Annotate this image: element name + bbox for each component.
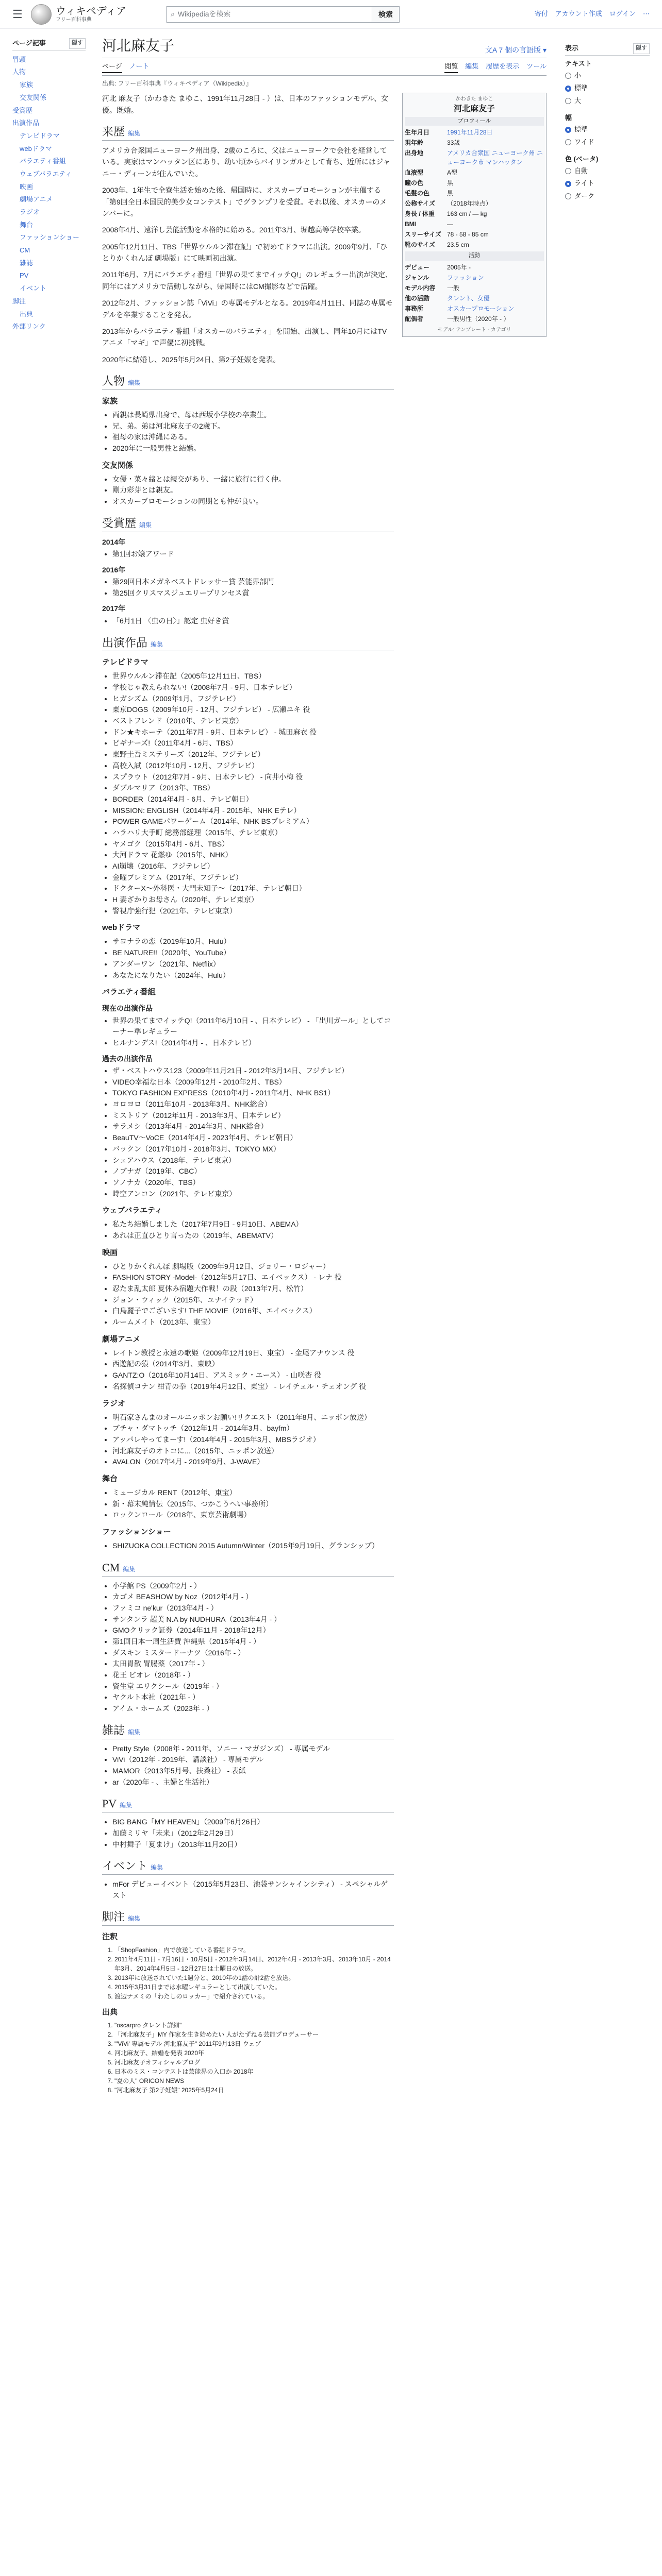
list-item: • 大河ドラマ 花燃ゆ（2015年、NHK） (112, 850, 394, 861)
subsection-heading: 家族 (102, 397, 118, 405)
list-item: • ブチャ・ダマトッチ（2012年1月 - 2014年3月、bayfm） (112, 1423, 394, 1434)
subsection-heading: ウェブバラエティ (102, 1206, 163, 1215)
list-item: • 資生堂 エリクシール（2019年 - ） (112, 1681, 394, 1692)
infobox-row: 靴のサイズ 23.5 cm (405, 241, 469, 249)
list-item: • 第1回お嬢アワード (112, 549, 394, 560)
list-item: • 兄、弟。弟は河北麻友子の2歳下。 (112, 421, 394, 432)
list-item: • 「6月1日 〈虫の日〉」認定 虫好き賞 (112, 616, 394, 627)
toc-subitem[interactable]: 家族 (20, 81, 34, 89)
list-item: • ビギナーズ!（2011年4月 - 6月、TBS） (112, 738, 394, 749)
toc-item[interactable]: 外部リンク (12, 323, 46, 331)
main-content (90, 29, 559, 2095)
list-item: • ハラハリ大手町 総務部経理（2015年、テレビ東京） (112, 827, 394, 839)
list-item: • 祖母の家は沖縄にある。 (112, 432, 394, 443)
paragraph: 2005年12月11日、TBS「世界ウルルン滞在記」で初めてドラマに出演。2009年9月、「ひとりかくれんぼ 劇場版」にて映画初出演。 (102, 242, 388, 263)
infobox-row: 血液型 A型 (405, 169, 458, 177)
text-size-option[interactable]: 大 (565, 95, 650, 108)
infobox-name: 河北麻友子 (453, 105, 495, 114)
reference-item[interactable]: 2. 「河北麻友子」MY 作家を生き始めたい 人がたずねる芸能プロデューサー (114, 2030, 394, 2039)
tab-tools[interactable]: ツール (526, 62, 547, 71)
edit-link[interactable]: 編集 (120, 1802, 133, 1809)
tab-page[interactable]: ページ (102, 61, 122, 73)
list-item: • 時空アンコン（2021年、テレビ東京） (112, 1189, 394, 1200)
list-item: • BORDER（2014年4月 - 6月、テレビ朝日） (112, 794, 394, 805)
list-item: • GANTZ:O（2016年10月14日、アスミック・エース） - 山咲杏 役 (112, 1370, 394, 1381)
width-heading: 幅 (565, 113, 572, 122)
family-list (102, 410, 394, 454)
tab-history[interactable]: 履歴を表示 (486, 62, 520, 71)
subsection-heading: 舞台 (102, 1474, 118, 1483)
radio-selected-icon (565, 181, 571, 187)
list-item: • シェアハウス（2018年、テレビ東京） (112, 1155, 394, 1166)
edit-link[interactable]: 編集 (139, 521, 152, 529)
list-item: • サラメシ（2013年4月 - 2014年3月、NHK総合） (112, 1121, 394, 1132)
list-item: • 太田胃散 胃腸薬（2017年 - ） (112, 1658, 394, 1670)
web-drama-list (102, 936, 394, 981)
toc-subitem[interactable]: 映画 (20, 182, 34, 191)
personal-tools (535, 9, 650, 20)
radio-icon (565, 193, 571, 199)
section-heading: 人物 編集 (102, 374, 394, 390)
search-placeholder: Wikipediaを検索 (177, 10, 231, 19)
paragraph: 2013年からバラエティ番組「オスカーのバラエティ」を開始、出演し、同年10月にはTVアニメ「マギ」で声優に初挑戦。 (102, 327, 387, 347)
reference-item[interactable]: 8. "河北麻友子 第2子妊娠" 2025年5月24日 (114, 2086, 394, 2095)
list-item: • ヨロヨロ（2011年10月 - 2013年3月、NHK総合） (112, 1099, 394, 1110)
list-item: • 花王 ビオレ（2018年 - ） (112, 1670, 394, 1681)
reference-item[interactable]: 4. 河北麻友子、結婚を発表 2020年 (114, 2048, 394, 2058)
paragraph: 2012年2月、ファッション誌「ViVi」の専属モデルとなる。2019年4月11日、同誌の専属モデルを卒業することを発表。 (102, 299, 393, 319)
subsection-heading: 映画 (102, 1248, 118, 1257)
edit-link[interactable]: 編集 (128, 130, 141, 138)
list-item: • 高校入試（2012年10月 - 12月、フジテレビ） (112, 760, 394, 772)
color-option[interactable]: ダーク (565, 190, 650, 203)
toc-hide-button[interactable]: 隠す (69, 38, 86, 49)
list-item: • スプラウト（2012年7月 - 9月、日本テレビ） - 向井小梅 役 (112, 772, 394, 783)
list-item: • VIDEO幸福な日本（2009年12月 - 2010年2月、TBS） (112, 1077, 394, 1088)
list-item: • MISSION: ENGLISH（2014年4月 - 2015年、NHK Eテレ） (112, 805, 394, 817)
hamburger-menu-icon[interactable]: ☰ (12, 7, 23, 21)
list-item: • あなたになりたい（2024年、Hulu） (112, 970, 394, 981)
note-item: 5. 渡辺ナメミの「わたしのロッカー」で紹介されている。 (114, 1992, 394, 2001)
list-item: • 2020年に一般男性と結婚。 (112, 443, 394, 454)
search-icon: ⌕ (171, 10, 175, 19)
color-option[interactable]: ライト (565, 177, 650, 190)
appearance-panel (559, 29, 650, 2095)
radio-selected-icon (565, 127, 571, 133)
paragraph: 2011年6月、7月にバラエティ番組「世界の果てまでイッテQ!」のレギュラー出演が決定、同年にはアメリカで活動しながら、帰国時にはCM撮影などで活躍。 (102, 270, 393, 291)
list-item: • 名探偵コナン 紺青の拳（2019年4月12日、東宝） - レイチェル・チェオング 役 (112, 1381, 394, 1393)
list-item: • ヒガシズム（2009年1月、フジテレビ） (112, 693, 394, 705)
subsection-heading: テレビドラマ (102, 658, 148, 667)
tab-read[interactable]: 閲覧 (444, 61, 458, 73)
width-option[interactable]: 標準 (565, 123, 650, 136)
subsection-heading: webドラマ (102, 923, 141, 933)
list-item: • アイム・ホームズ（2023年 - ） (112, 1703, 394, 1715)
page-tabs (102, 58, 547, 76)
page-body (0, 29, 662, 2095)
reference-item[interactable]: 7. "夏の人" ORICON NEWS (114, 2076, 394, 2086)
subsection-heading: ファッションショー (102, 1528, 171, 1537)
list-item: • ノブナガ（2019年、CBC） (112, 1166, 394, 1177)
list-item: • AI崩壊（2016年、フジテレビ） (112, 861, 394, 872)
section-heading: PV 編集 (102, 1796, 394, 1812)
edit-link[interactable]: 編集 (151, 640, 163, 648)
section-heading: 出演作品 編集 (102, 635, 394, 652)
subsection-heading: バラエティ番組 (102, 988, 156, 997)
list-item: • ダスキン ミスタードーナツ（2016年 - ） (112, 1648, 394, 1659)
toc-subitem[interactable]: テレビドラマ (20, 131, 60, 140)
list-item: • ファミコ ne'kur（2013年4月 - ） (112, 1603, 394, 1614)
search-form (166, 6, 400, 23)
section-heading: イベント 編集 (102, 1858, 394, 1875)
paragraph: 2003年、1年生で全寮生活を始めた後、帰国時に、オスカープロモーションが主催する「第9回全日本国民的美少女コンテスト」でグランプリを受賞。それ以後、オスカーのメンバーに。 (102, 186, 387, 217)
list-item: • ソノナカ（2020年、TBS） (112, 1177, 394, 1189)
infobox-row: 瞳の色 黒 (405, 179, 454, 187)
toc-item[interactable]: 受賞歴 (12, 106, 33, 114)
list-item: • 第25回クリスマスジュエリープリンセス賞 (112, 588, 394, 599)
notes-list (102, 1945, 394, 2001)
infobox-row: 他の活動 タレント、女優 (405, 294, 490, 302)
more-options-icon[interactable]: ⋯ (643, 10, 650, 18)
text-size-option[interactable]: 小 (565, 70, 650, 82)
list-item: • 剛力彩芽とは親友。 (112, 485, 394, 496)
list-item: • ルームメイト（2013年、東宝） (112, 1317, 394, 1328)
site-header (0, 0, 662, 29)
list-item: • 忍たま乱太郎 夏休み宿題大作戦！の段（2013年7月、松竹） (112, 1283, 394, 1295)
toc-subitem[interactable]: 雑誌 (20, 259, 34, 267)
list-item: • FASHION STORY -Model-（2012年5月17日、エイベックス） - レナ 役 (112, 1272, 394, 1283)
list-item: • バックン（2017年10月 - 2018年3月、TOKYO MX） (112, 1144, 394, 1155)
toc-subitem[interactable]: 出典 (20, 310, 34, 318)
radio-icon (565, 98, 571, 104)
search-input[interactable] (166, 6, 372, 23)
note-item: 4. 2015年3月31日までは水曜レギュラーとして出演していた。 (114, 1982, 394, 1992)
tab-edit[interactable]: 編集 (465, 62, 479, 71)
text-size-option[interactable]: 標準 (565, 82, 650, 95)
toc-item[interactable]: 脚注 (12, 297, 26, 305)
infobox-row: 生年月日 1991年11月28日 (405, 129, 493, 137)
list-item: • 両親は長崎県出身で、母は西坂小学校の卒業生。 (112, 410, 394, 421)
site-logo[interactable] (31, 4, 129, 25)
subsubsection-heading: 過去の出演作品 (102, 1054, 153, 1063)
reference-item[interactable]: 1. "oscarpro タレント詳細" (114, 2021, 394, 2030)
list-item: • 新・幕末純情伝（2015年、つかこうへい事務所） (112, 1499, 394, 1510)
list-item: • アッパレやってまーす!（2014年4月 - 2015年3月、MBSラジオ） (112, 1434, 394, 1446)
list-item: • 白鳥麗子でございます! THE MOVIE（2016年、エイベックス） (112, 1306, 394, 1317)
toc-subitem[interactable]: webドラマ (20, 144, 52, 152)
list-item: • 私たち結婚しました（2017年7月9日 - 9月10日、ABEMA） (112, 1219, 394, 1230)
list-item: • サヨナラの恋（2019年10月、Hulu） (112, 936, 394, 947)
list-item: • H 妻ざかりお母さん（2020年、テレビ東京） (112, 894, 394, 906)
list-item: • 世界ウルルン滞在記（2005年12月11日、TBS） (112, 671, 394, 682)
list-item: • BE NATURE!!（2020年、YouTube） (112, 947, 394, 959)
list-item: • ひとりかくれんぼ 劇場版（2009年9月12日、ジョリー・ロジャー） (112, 1261, 394, 1273)
list-item: • ヒルナンデス!（2014年4月 - 、日本テレビ） (112, 1038, 394, 1049)
list-item: • レイトン教授と永遠の歌姫（2009年12月19日、東宝） - 金尾アナウンス 役 (112, 1348, 394, 1359)
page-title: 河北麻友子 (102, 38, 175, 54)
toc-item[interactable]: 出演作品 (12, 119, 40, 127)
list-item: • AVALON（2017年4月 - 2019年9月、J-WAVE） (112, 1456, 394, 1468)
list-item: • 警視庁強行犯（2021年、テレビ東京） (112, 906, 394, 917)
list-item: • オスカープロモーションの同期とも仲が良い。 (112, 496, 394, 507)
toc-subitem[interactable]: ウェブバラエティ (20, 170, 72, 178)
section-heading: 受賞歴 編集 (102, 516, 394, 532)
list-item: • ミュージカル RENT（2012年、東宝） (112, 1487, 394, 1499)
note-item: 1. 「ShopFashion」内で放送している番組ドラマ。 (114, 1945, 394, 1955)
tv-drama-list (102, 671, 394, 917)
paragraph: アメリカ合衆国ニューヨーク州出身、2歳のころに、父はニューヨークで会社を経営している。実家はマンハッタン区にあり、幼い頃からバイリンガルとして育ち、近所にはジャニー・ディーンが住んでいた。 (102, 146, 390, 178)
friends-list (102, 474, 394, 507)
reference-item[interactable]: 5. 河北麻友子オフィシャルブログ (114, 2058, 394, 2067)
infobox-row: BMI ― (405, 221, 453, 228)
section-heading: 来歴 編集 (102, 124, 394, 141)
radio-icon (565, 139, 571, 145)
list-item: • 明石家さんまのオールニッポンお願い!リクエスト（2011年8月、ニッポン放送） (112, 1412, 394, 1423)
list-item: • アンダーワン（2021年、Netflix） (112, 959, 394, 970)
table-of-contents (12, 29, 90, 2095)
wikipedia-globe-icon (31, 4, 52, 25)
toc-subitem[interactable]: 交友関係 (20, 93, 47, 101)
list-item: • ヤクルト本社（2021年 - ） (112, 1692, 394, 1703)
list-item: • ロックンロール（2018年、東京芸術劇場） (112, 1510, 394, 1521)
list-item: • 西遊記の猿（2014年3月、東映） (112, 1359, 394, 1370)
list-item: • ザ・ベストハウス123（2009年11月21日 - 2012年3月14日、フジテレビ） (112, 1065, 394, 1077)
references-list (102, 2021, 394, 2095)
list-item: • ar（2020年 - 、主婦と生活社） (112, 1777, 394, 1788)
width-option[interactable]: ワイド (565, 136, 650, 149)
note-item: 3. 2013年に放送されていた1週分と、2010年の1話の計2話を放送。 (114, 1973, 394, 1982)
text-size-heading: テキスト (565, 59, 592, 67)
infobox-section-profile: プロフィール (405, 117, 544, 126)
subsection-heading: 出典 (102, 2008, 118, 2017)
note-item: 2. 2011年4月11日 - 7月16日・10月5日 - 2012年3月14日、2012年4月 - 2013年3月、2013年10月 - 2014年3月、2014年4月5日 - 12月27日は土曜日の放送。 (114, 1955, 394, 1973)
list-item: • ダブルマリア（2013年、TBS） (112, 783, 394, 794)
color-heading: 色 (ベータ) (565, 155, 599, 163)
infobox-row: 身長 / 体重 163 cm / ― kg (405, 210, 487, 218)
radio-icon (565, 168, 571, 174)
list-item: • 学校じゃ教えられない!（2008年7月 - 9月、日本テレビ） (112, 682, 394, 693)
list-item: • サンタンラ 超美 N.A by NUDHURA（2013年4月 - ） (112, 1614, 394, 1625)
list-item: • 第29回日本メガネベストドレッサー賞 芸能界部門 (112, 577, 394, 588)
edit-link[interactable]: 編集 (151, 1864, 163, 1872)
subsubsection-heading: 現在の出演作品 (102, 1004, 153, 1013)
toc-heading: ページ記事 (12, 39, 46, 47)
list-item: • カゴメ BEASHOW by Noz（2012年4月 - ） (112, 1591, 394, 1603)
list-item: • mFor デビューイベント（2015年5月23日、池袋サンシャインシティ） - スペシャルゲスト (112, 1879, 394, 1901)
list-item: • ドン★キホーテ（2011年7月 - 9月、日本テレビ） - 城田麻衣 役 (112, 727, 394, 738)
list-item: • 東京DOGS（2009年10月 - 12月、フジテレビ） - 広瀬ユキ 役 (112, 704, 394, 716)
reference-item[interactable]: 6. 日本のミス・コンテストは芸能界の入口か 2018年 (114, 2067, 394, 2076)
infobox-row: モデル内容 一般 (405, 284, 460, 292)
language-icon: 文A (485, 46, 499, 54)
subsection-heading: 注釈 (102, 1933, 118, 1942)
list-item: • 小学館 PS（2009年2月 - ） (112, 1581, 394, 1592)
list-item: • 第1回日本一周生活費 沖縄県（2015年4月 - ） (112, 1636, 394, 1648)
list-item: • Pretty Style（2008年 - 2011年、ソニー・マガジンズ） - 専属モデル (112, 1743, 394, 1755)
list-item: • ヤメゴク（2015年4月 - 6月、TBS） (112, 839, 394, 850)
site-name: ウィキペディア (56, 5, 127, 17)
infobox-section-activity: 活動 (405, 251, 544, 261)
article-body (102, 93, 394, 2095)
list-item: • 中村舞子「夏まけ」（2013年11月20日） (112, 1839, 394, 1851)
appearance-hide-button[interactable]: 隠す (633, 43, 650, 54)
donate-link[interactable]: 寄付 (534, 10, 548, 18)
subsection-heading: ラジオ (102, 1399, 126, 1408)
appearance-heading: 表示 (565, 44, 579, 52)
article-source: 出典: フリー百科事典『ウィキペディア（Wikipedia）』 (102, 80, 252, 88)
subsection-heading: 交友関係 (102, 461, 134, 470)
toc-subitem[interactable]: バラエティ番組 (20, 157, 66, 165)
list-item: • ViVi（2012年 - 2019年、講談社） - 専属モデル (112, 1754, 394, 1766)
create-account-link[interactable]: アカウント作成 (555, 10, 602, 18)
language-button[interactable]: 文A 7 個の言語版 ▾ (485, 46, 547, 54)
infobox-row: デビュー 2005年 - (405, 263, 471, 271)
edit-link[interactable]: 編集 (128, 1915, 141, 1923)
radio-selected-icon (565, 86, 571, 92)
infobox-row: ジャンル ファッション (405, 274, 484, 281)
list-item: • 世界の果てまでイッテQ!（2011年6月10日 - 、日本テレビ） - 「出川ガール」としてコーナー準レギュラー (112, 1015, 394, 1038)
section-heading: 脚注 編集 (102, 1909, 394, 1926)
list-item: • ドクターX〜外科医・大門未知子〜（2017年、テレビ朝日） (112, 883, 394, 894)
award-year: 2014年 (102, 537, 126, 546)
list-item: • 東野圭吾ミステリーズ（2012年、フジテレビ） (112, 749, 394, 760)
list-item: • ベストフレンド（2010年、テレビ東京） (112, 716, 394, 727)
paragraph: 2020年に結婚し、2025年5月24日、第2子妊娠を発表。 (102, 355, 280, 364)
award-year: 2016年 (102, 565, 126, 574)
list-item: • BeauTV〜VoCE（2014年4月 - 2023年4月、テレビ朝日） (112, 1132, 394, 1144)
list-item: • POWER GAMEパワーゲーム（2014年、NHK BSプレミアム） (112, 816, 394, 827)
site-tagline: フリー百科事典 (56, 16, 92, 23)
infobox-footer[interactable]: モデル: テンプレート - カテゴリ (437, 327, 511, 333)
list-item: • BIG BANG「MY HEAVEN」（2009年6月26日） (112, 1817, 394, 1828)
subsection-heading: 劇場アニメ (102, 1334, 141, 1344)
toc-item[interactable]: 人物 (12, 68, 26, 76)
chevron-down-icon: ▾ (542, 46, 547, 54)
tab-talk[interactable]: ノート (129, 62, 150, 71)
list-item: • SHIZUOKA COLLECTION 2015 Autumn/Winter（2015年9月19日、グランシップ） (112, 1540, 394, 1552)
list-item: • 女優・菜々緒とは親交があり、一緒に旅行に行く仲。 (112, 474, 394, 485)
infobox-row: 毛髪の色 黒 (405, 190, 454, 197)
list-item: • ミストリア（2012年11月 - 2013年3月、日本テレビ） (112, 1110, 394, 1122)
infobox-row: 現年齢 33歳 (405, 139, 460, 147)
search-button[interactable]: 検索 (372, 6, 400, 23)
toc-item[interactable]: 冒頭 (12, 55, 26, 63)
toc-subitem[interactable]: 劇場アニメ (20, 195, 53, 204)
edit-link[interactable]: 編集 (128, 1728, 141, 1736)
section-heading: CM 編集 (102, 1560, 394, 1577)
award-year: 2017年 (102, 604, 126, 613)
list-item: • TOKYO FASHION EXPRESS（2010年4月 - 2011年4月、NHK BS1） (112, 1088, 394, 1099)
toc-subitem[interactable]: PV (20, 272, 29, 280)
radio-icon (565, 73, 571, 79)
toc-subitem[interactable]: イベント (20, 284, 47, 293)
infobox (402, 93, 547, 337)
list-item: • 加藤ミリヤ「未来」（2012年2月29日） (112, 1828, 394, 1839)
reference-item[interactable]: 3. "'ViVi' 専属モデル 河北麻友子" 2011年9月13日 ウェブ (114, 2039, 394, 2048)
list-item: • ジョン・ウィック（2015年、ユナイテッド） (112, 1295, 394, 1306)
infobox-row: 事務所 オスカープロモーション (405, 304, 515, 312)
infobox-row: 出身地 アメリカ合衆国 ニューヨーク州 ニューヨーク市 マンハッタン (405, 149, 543, 166)
list-item: • 金曜プレミアム（2017年、フジテレビ） (112, 872, 394, 884)
login-link[interactable]: ログイン (609, 10, 636, 18)
toc-subitem[interactable]: ラジオ (20, 208, 40, 216)
list-item: • 河北麻友子のオトコに...（2015年、ニッポン放送） (112, 1446, 394, 1457)
infobox-row: 配偶者 一般男性（2020年 - ） (405, 315, 510, 323)
lead-paragraph: 河北 麻友子（かわきた まゆこ、1991年11月28日 - ）は、日本のファッションモデル、女優。既婚。 (102, 94, 389, 114)
color-option[interactable]: 自動 (565, 165, 650, 178)
paragraph: 2008年4月、遠洋し芸能活動を本格的に始める。2011年3月、堀越高等学校卒業。 (102, 226, 366, 234)
edit-link[interactable]: 編集 (128, 379, 141, 387)
infobox-name-reading: かわきた まゆこ (455, 96, 493, 103)
infobox-row: スリーサイズ 78 - 58 - 85 cm (405, 231, 489, 239)
toc-subitem[interactable]: CM (20, 246, 30, 255)
list-item: • あれは正直ひとり言ったの（2019年、ABEMATV） (112, 1230, 394, 1242)
toc-subitem[interactable]: 舞台 (20, 221, 34, 229)
infobox-row: 公称サイズ （2018年時点） (405, 200, 492, 208)
toc-subitem[interactable]: ファッションショー (20, 233, 79, 242)
list-item: • GMOクリック証券（2014年11月 - 2018年12月） (112, 1625, 394, 1636)
section-heading: 雑誌 編集 (102, 1723, 394, 1739)
edit-link[interactable]: 編集 (123, 1565, 136, 1573)
list-item: • MAMOR（2013年5月号、扶桑社） - 表紙 (112, 1766, 394, 1777)
